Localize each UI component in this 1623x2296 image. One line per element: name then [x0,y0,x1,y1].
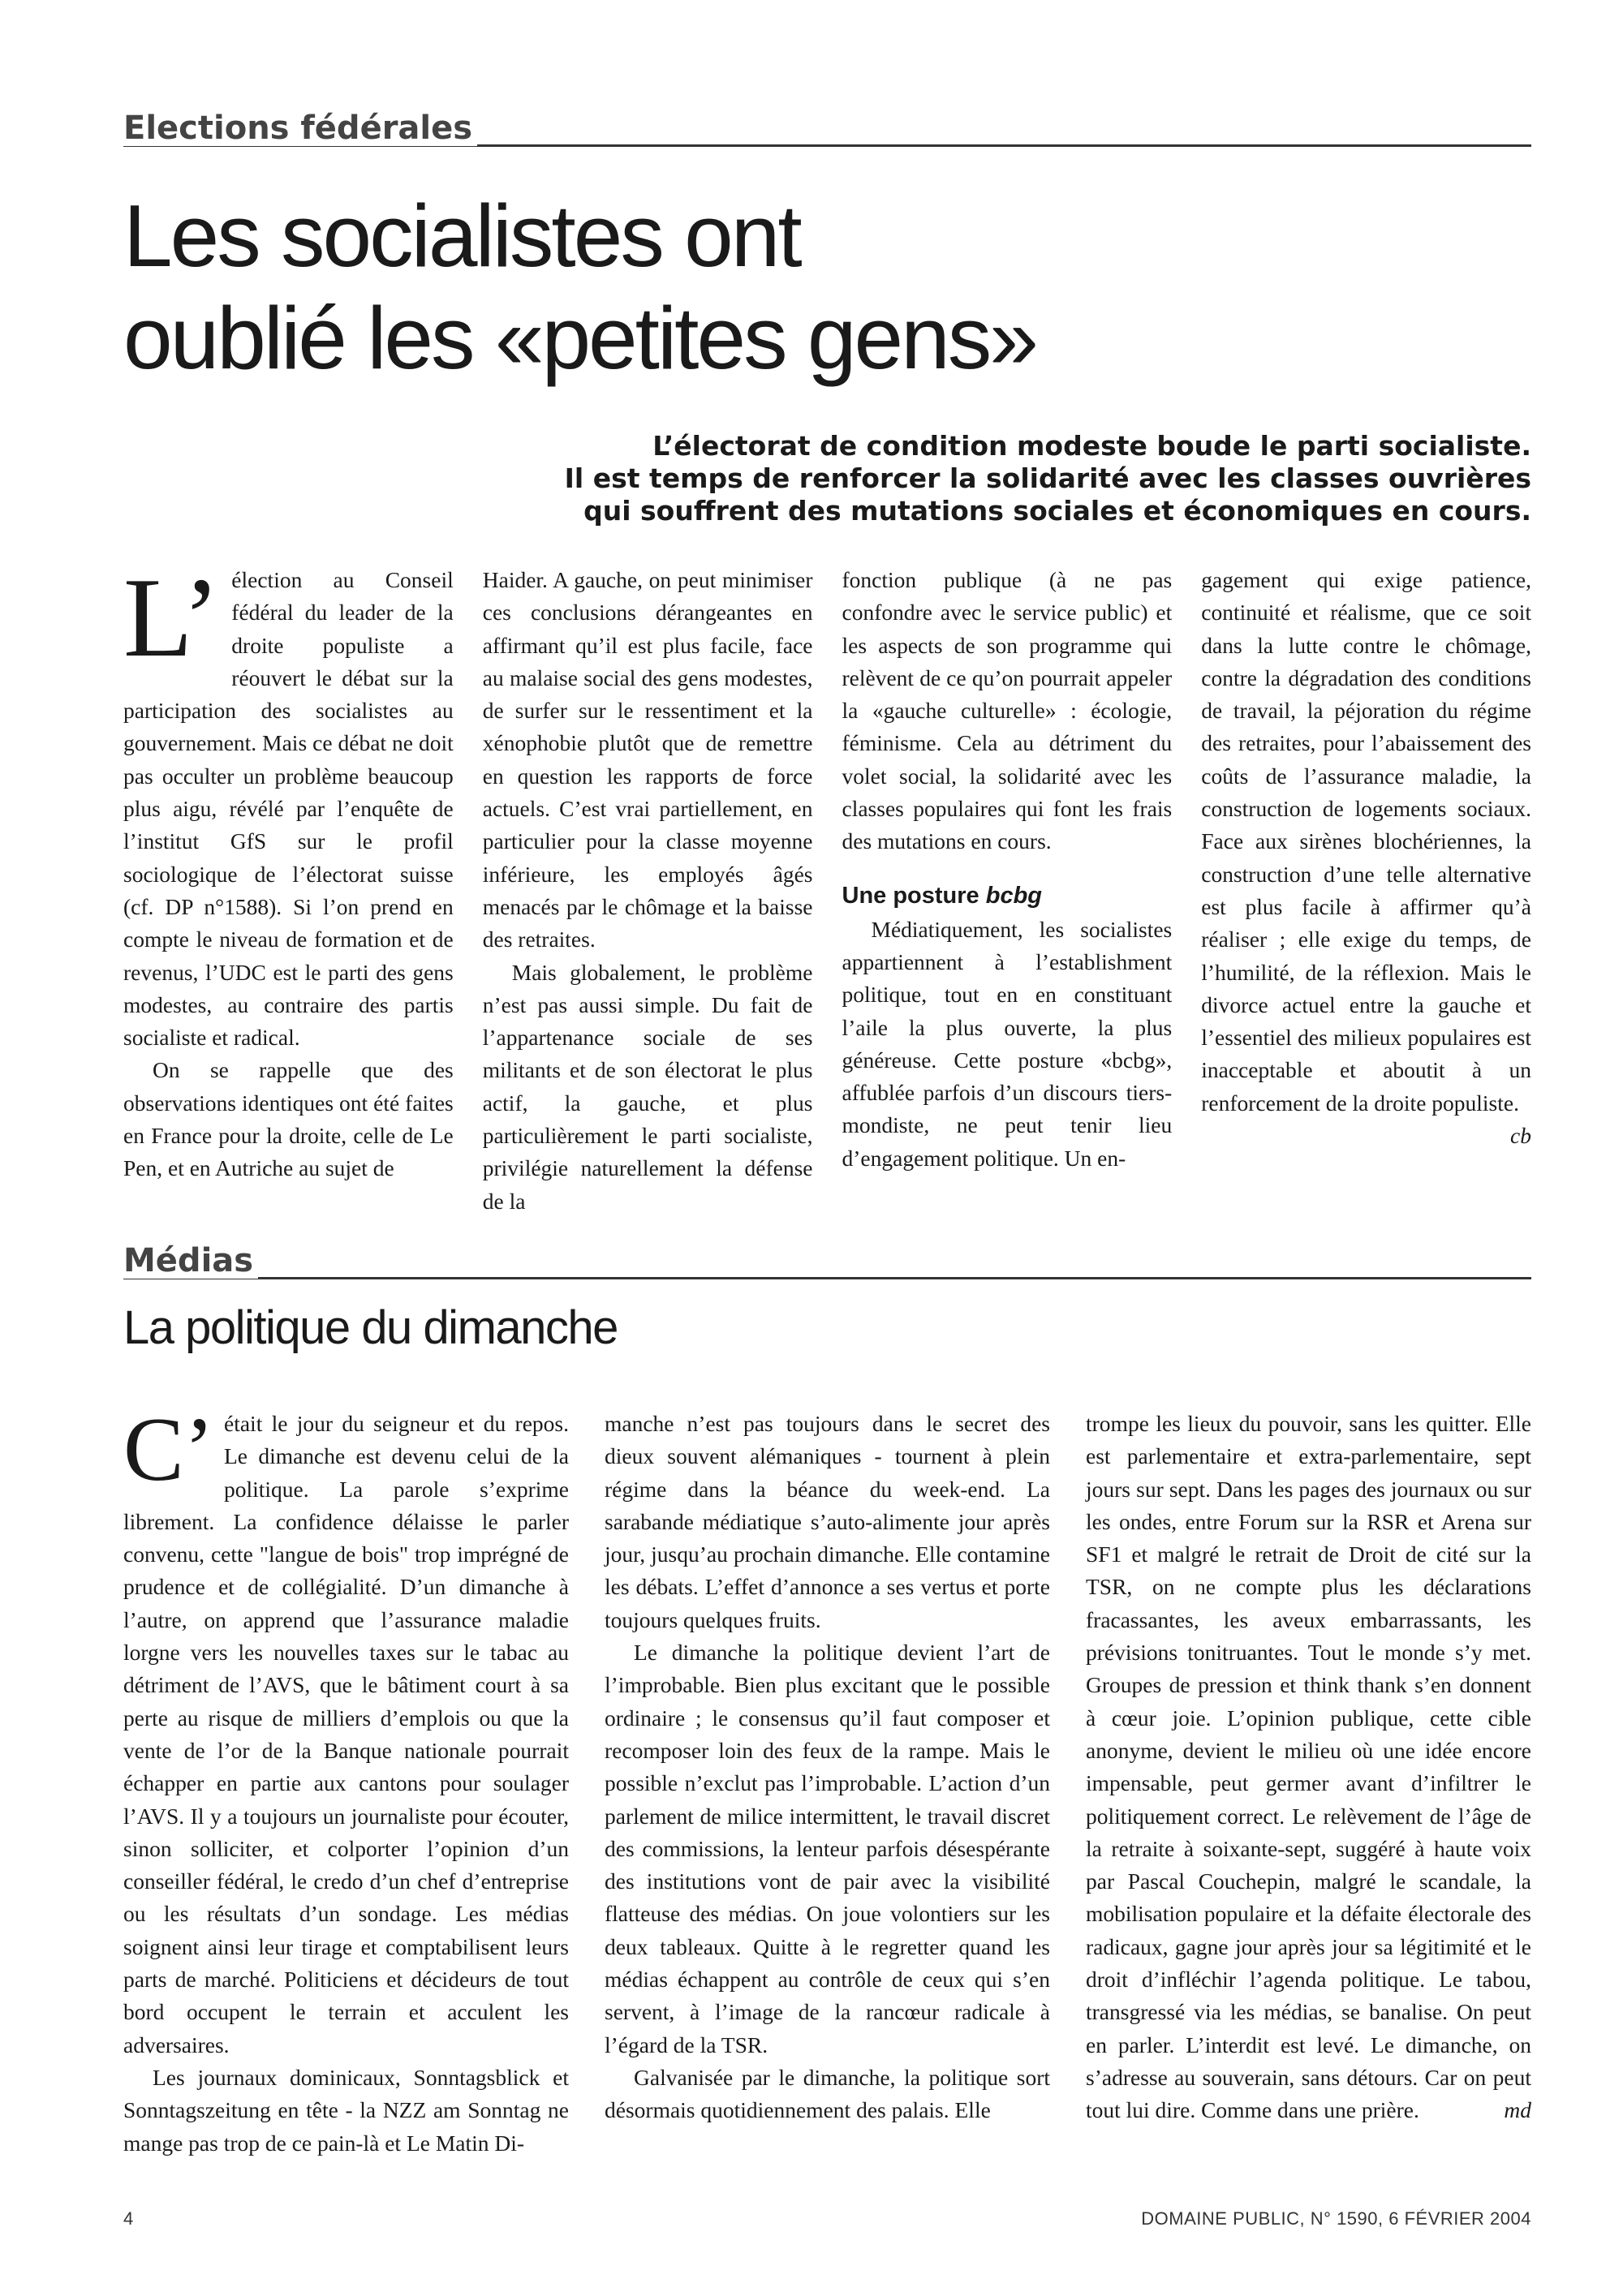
section-label-elections [123,109,1531,147]
paragraph: Le dimanche la politique devient l’art de l’improbable. Bien plus excitant que le possible ordinaire ; le consensus qu’il faut composer et recomposer loin des feux de la rampe. Mais le possible n’exclut pas l’improbable. L’action d’un parlement de milice intermittent, le travail discret des commissions, la lenteur parfois désespérante des institutions vont de pair avec la visibilité flatteuse des médias. On joue volontiers sur les deux tableaux. Quitte à le regretter quand les médias échappent au contrôle de ceux qui s’en servent, à l’image de la rancœur radicale à l’égard de la TSR. [605,1640,1050,2057]
article-1-body [123,555,1531,1218]
article-1-column-3 [842,564,1173,1218]
paragraph: On se rappelle que des observations identiques ont été faites en France pour la droite, celle de Le Pen, et en Autriche au sujet de [123,1057,454,1181]
article-1-title-line-1: Les socialistes ont [123,187,800,286]
author-signature: cb [1510,1123,1531,1149]
paragraph: Galvanisée par le dimanche, la politique sort désormais quotidiennement des palais. Elle [605,2064,1050,2123]
paragraph: Haider. A gauche, on peut minimiser ces conclusions dérangeantes en affirmant qu’il est plus facile, face au malaise social des gens modestes, de surfer sur le ressentiment et la xénophobie plutôt que de remettre en question les rapports de force actuels. C’est vrai partiellement, en particulier pour la classe moyenne inférieure, les employés âgés menacés par le chômage et la baisse des retraites. [482,567,813,952]
section-label-text: Médias [123,1243,258,1279]
section-label-text: Elections fédérales [123,110,477,146]
article-2-body [123,1400,1531,2160]
article-1-lead-line-2: Il est temps de renforcer la solidarité avec les classes ouvrières [564,462,1531,494]
article-1-column-4 [1201,564,1531,1218]
article-1-title [123,185,1503,389]
article-2-column-3 [1086,1408,1531,2160]
article-1-lead-line-3: qui souffrent des mutations sociales et économiques en cours. [583,495,1531,527]
paragraph: fonction publique (à ne pas confondre avec le service public) et les aspects de son programme qui relèvent de ce qu’on pourrait appeler la «gauche culturelle» : écologie, féminisme. Cela au détriment du volet social, la solidarité avec les classes populaires qui font les frais des mutations en cours. [842,567,1173,854]
section-label-medias [123,1241,1531,1279]
drop-cap: L’ [123,555,221,681]
article-1-title-line-2: oublié les «petites gens» [123,289,1036,388]
paragraph: Mais globalement, le problème n’est pas aussi simple. Du fait de l’appartenance sociale de ses militants et de son électorat le plus actif, la gauche, et plus particulièrement le parti socialiste, privilégie naturellement la défense de la [482,959,813,1214]
publication-info: DOMAINE PUBLIC, N° 1590, 6 FÉVRIER 2004 [1141,2208,1531,2229]
article-1-column-1 [123,555,454,1218]
paragraph: C’ était le jour du seigneur et du repos. Le dimanche est devenu celui de la politique. La parole s’exprime librement. La confidence délaisse le parler convenu, cette "langue de bois" trop imprégné de prudence et de collégialité. D’un dimanche à l’autre, on apprend que l’assurance maladie lorgne vers les nouvelles taxes sur le tabac au détriment de l’AVS, que le bâtiment court à sa perte au risque de milliers d’emplois ou que la vente de l’or de la Banque nationale pourrait échapper en partie aux cantons pour soulager l’AVS. Il y a toujours un journaliste pour écouter, sinon solliciter, et colporter l’opinion d’un conseiller fédéral, le credo d’un chef d’entreprise ou les résultats d’un sondage. Les médias soignent ainsi leur tirage et comptabilisent leurs parts de marché. Politiciens et décideurs de tout bord occupent le terrain et acculent les adversaires. [123,1400,569,2057]
article-1-lead [454,430,1531,527]
article-2-column-1 [123,1400,569,2160]
page-number: 4 [123,2208,134,2229]
article-1-lead-line-1: L’électorat de condition modeste boude le parti socialiste. [652,430,1531,462]
author-signature: md [1504,2097,1531,2123]
paragraph: gagement qui exige patience, continuité et réalisme, que ce soit dans la lutte contre le chômage, contre la dégradation des conditions de travail, la péjoration du régime des retraites, pour l’abaissement des coûts de l’assurance maladie, la construction de logements sociaux. Face aux sirènes blochériennes, la construction d’une telle alternative est plus facile à affirmer qu’à réaliser ; elle exige du temps, de l’humilité, de la réflexion. Mais le divorce actuel entre la gauche et l’essentiel des milieux populaires est inacceptable et aboutit à un renforcement de la droite populiste. cb [1201,564,1531,1120]
article-1-subheading: Une posture bcbg [842,882,1043,909]
article-2-title: La politique du dimanche [123,1301,618,1354]
paragraph: Les journaux dominicaux, Sonntagsblick et Sonntagszeitung en tête - la NZZ am Sonntag ne mange pas trop de ce pain-là et Le Matin Di- [123,2064,569,2156]
article-2-column-2 [605,1408,1050,2160]
drop-cap: C’ [123,1400,214,1500]
article-1-column-2 [483,564,813,1218]
paragraph: L’ élection au Conseil fédéral du leader de la droite populiste a réouvert le débat sur la participation des socialistes au gouvernement. Mais ce débat ne doit pas occulter un problème beaucoup plus aigu, révélé par l’enquête de l’institut GfS sur le profil sociologique de l’électorat suisse (cf. DP n°1588). Si l’on prend en compte le niveau de formation et de revenus, l’UDC est le parti des gens modestes, au contraire des partis socialiste et radical. [123,555,454,1051]
paragraph: manche n’est pas toujours dans le secret des dieux souvent alémaniques - tournent à plein régime dans la béance du week-end. La sarabande médiatique s’auto-alimente jour après jour, jusqu’au prochain dimanche. Elle contamine les débats. L’effet d’annonce a ses vertus et porte toujours quelques fruits. [605,1411,1050,1632]
paragraph: Médiatiquement, les socialistes appartiennent à l’establishment politique, tout en en constituant l’aile la plus ouverte, la plus généreuse. Cette posture «bcbg», affublée parfois d’un discours tiers-mondiste, ne peut tenir lieu d’engagement politique. Un en- [842,916,1173,1171]
paragraph: trompe les lieux du pouvoir, sans les quitter. Elle est parlementaire et extra-parlementaire, sept jours sur sept. Dans les pages des journaux ou sur les ondes, entre Forum sur la RSR et Arena sur SF1 et malgré le retrait de Droit de cité sur la TSR, on ne compte plus les déclarations fracassantes, les aveux embarrassants, les prévisions tonitruantes. Tout le monde s’y met. Groupes de pression et think thank s’en donnent à cœur joie. L’opinion publique, cette cible anonyme, devient le milieu où une idée encore impensable, peut germer avant d’infiltrer le politiquement correct. Le relèvement de l’âge de la retraite à soixante-sept, suggéré à haute voix par Pascal Couchepin, malgré le scandale, la mobilisation populaire et la défaite électorale des radicaux, gagne jour après jour sa légitimité et le droit d’infléchir l’agenda politique. Le tabou, transgressé via les médias, se banalise. On peut en parler. L’interdit est levé. Le dimanche, on s’adresse au souverain, sans détours. Car on peut tout lui dire. Comme dans une prière. md [1086,1408,1531,2127]
